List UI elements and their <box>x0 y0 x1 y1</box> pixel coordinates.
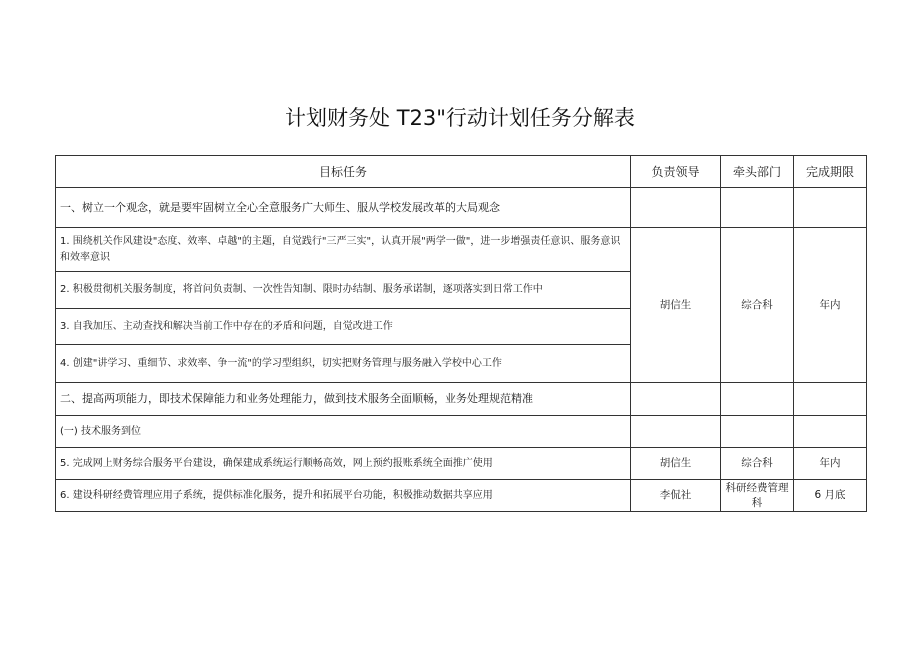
leader-cell: 胡信生 <box>631 448 721 480</box>
deadline-cell: 年内 <box>794 228 867 383</box>
task-cell: 5. 完成网上财务综合服务平台建设，确保建成系统运行顺畅高效，网上预约报账系统全面推广使用 <box>56 448 631 480</box>
document-title: 计划财务处 T23"行动计划任务分解表 <box>285 106 635 130</box>
department-cell: 综合科 <box>721 448 794 480</box>
section-title: 一、树立一个观念，就是要牢固树立全心全意服务广大师生、服从学校发展改革的大局观念 <box>56 188 631 228</box>
table-row <box>56 228 867 272</box>
task-cell: 2. 积极贯彻机关服务制度，将首问负责制、一次性告知制、限时办结制、服务承诺制，逐项落实到日常工作中 <box>56 272 631 309</box>
section-row <box>56 188 867 228</box>
section-title: 二、提高两项能力，即技术保障能力和业务处理能力，做到技术服务全面顺畅，业务处理规范精准 <box>56 383 631 416</box>
leader-cell: 李侃社 <box>631 480 721 512</box>
deadline-cell: 年内 <box>794 448 867 480</box>
header-department: 牵头部门 <box>721 156 794 188</box>
table-row <box>56 480 867 512</box>
header-deadline: 完成期限 <box>794 156 867 188</box>
subsection-row <box>56 416 867 448</box>
department-cell: 科研经费管理科 <box>721 480 794 512</box>
task-table <box>55 155 867 512</box>
table-row <box>56 448 867 480</box>
task-cell: 1. 围绕机关作风建设"态度、效率、卓越"的主题，自觉践行"三严三实"，认真开展"两学一做"，进一步增强责任意识、服务意识和效率意识 <box>56 228 631 272</box>
section-row <box>56 383 867 416</box>
subsection-title: (一) 技术服务到位 <box>56 416 631 448</box>
task-cell: 6. 建设科研经费管理应用子系统，提供标准化服务，提升和拓展平台功能，积极推动数据共享应用 <box>56 480 631 512</box>
header-row <box>56 156 867 188</box>
deadline-cell: 6 月底 <box>794 480 867 512</box>
department-cell: 综合科 <box>721 228 794 383</box>
task-cell: 4. 创建"讲学习、重细节、求效率、争一流"的学习型组织，切实把财务管理与服务融入学校中心工作 <box>56 345 631 383</box>
header-task: 目标任务 <box>56 156 631 188</box>
task-cell: 3. 自我加压、主动查找和解决当前工作中存在的矛盾和问题，自觉改进工作 <box>56 309 631 345</box>
leader-cell: 胡信生 <box>631 228 721 383</box>
header-leader: 负责领导 <box>631 156 721 188</box>
